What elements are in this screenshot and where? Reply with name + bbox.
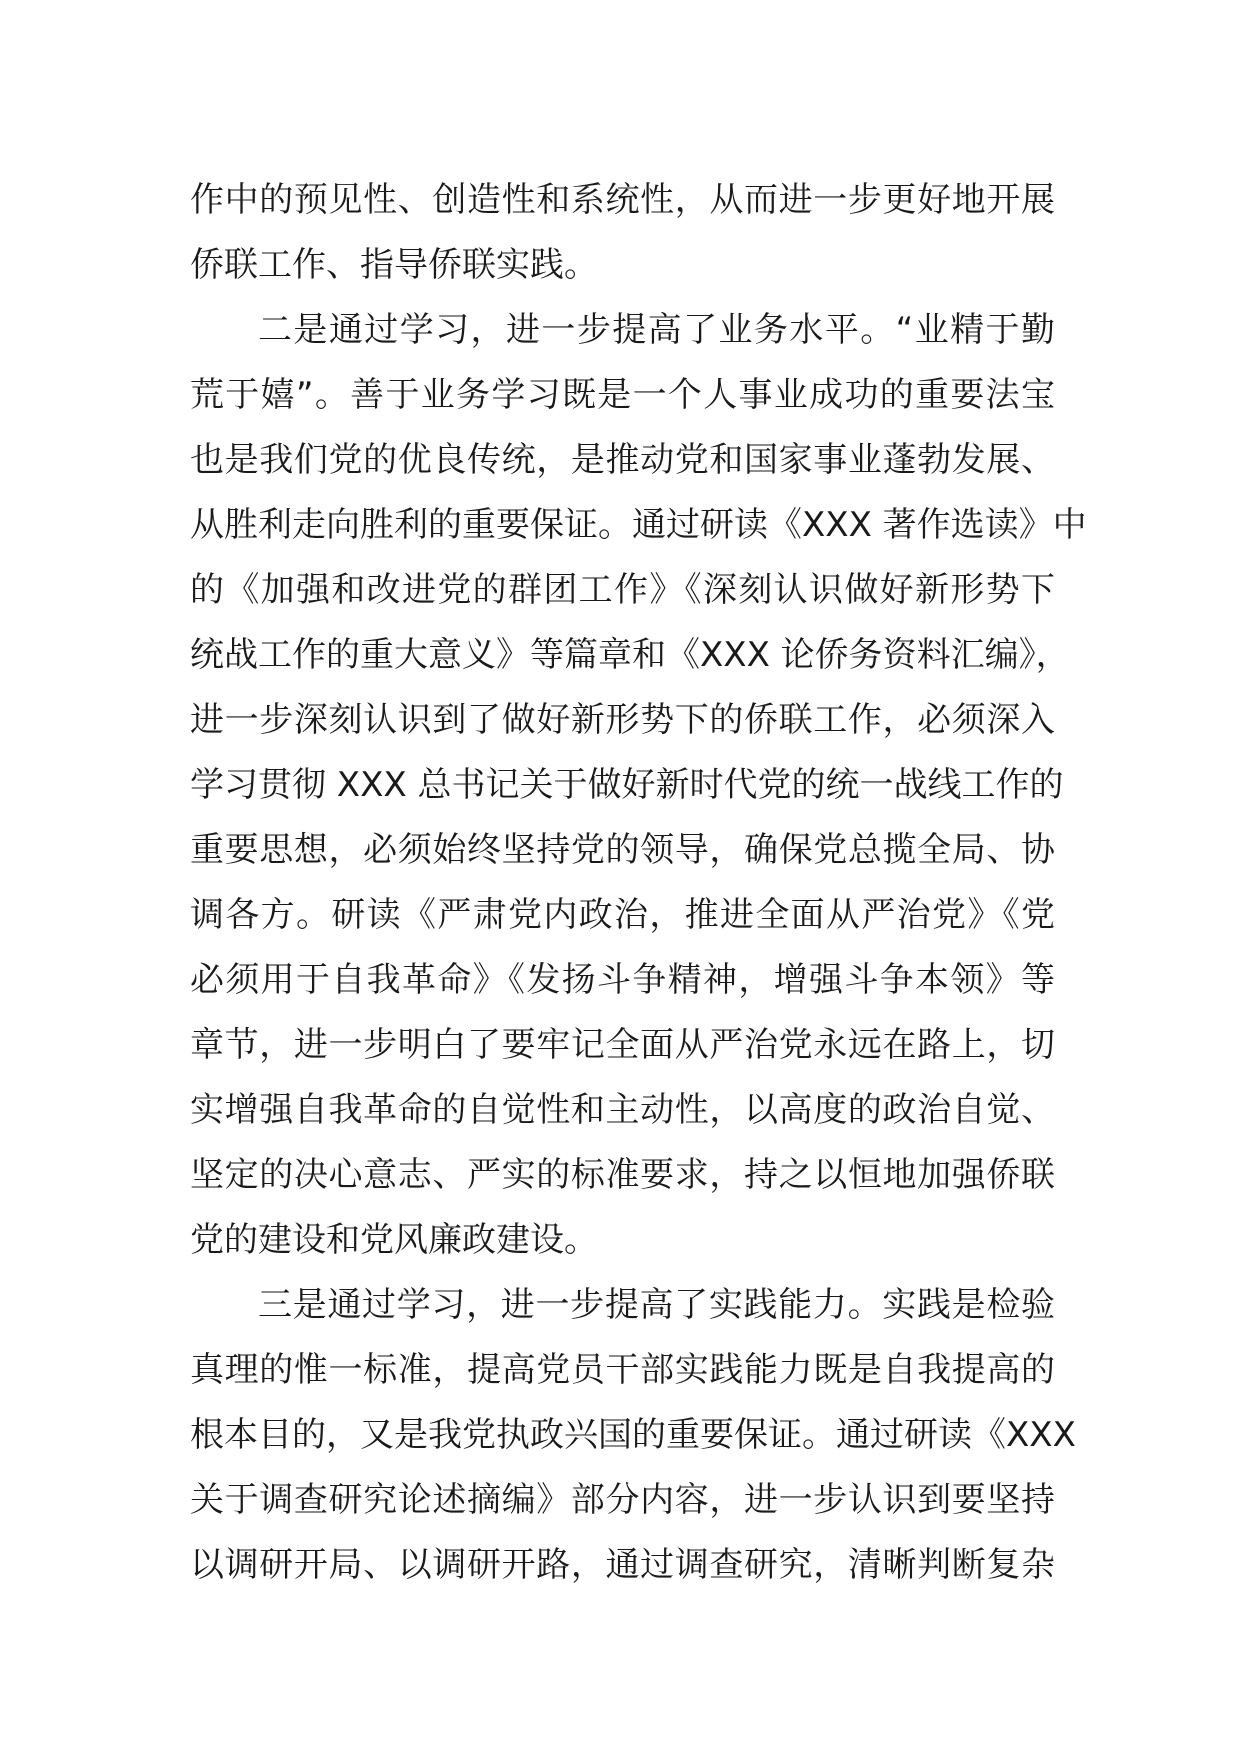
body-text [190, 168, 1087, 1598]
text-line: 统战工作的重大意义》等篇章和《XXX 论侨务资料汇编》， [190, 635, 1070, 675]
text-line: 侨联工作、指导侨联实践。 [190, 245, 598, 285]
text-line: 以调研开局、以调研开路，通过调查研究，清晰判断复杂 [190, 1545, 1055, 1585]
text-line: 从胜利走向胜利的重要保证。通过研读《XXX 著作选读》中 [190, 505, 1087, 545]
text-line: 调各方。研读《严肃党内政治，推进全面从严治党》《党 [190, 895, 1055, 935]
text-line: 学习贯彻 XXX 总书记关于做好新时代党的统一战线工作的 [190, 765, 1064, 805]
text-line: 必须用于自我革命》《发扬斗争精神，增强斗争本领》等 [190, 960, 1055, 1000]
text-line: 真理的惟一标准，提高党员干部实践能力既是自我提高的 [190, 1350, 1055, 1390]
text-line: 坚定的决心意志、严实的标准要求，持之以恒地加强侨联 [190, 1155, 1055, 1195]
text-line: 党的建设和党风廉政建设。 [190, 1220, 598, 1260]
text-line: 关于调查研究论述摘编》部分内容，进一步认识到要坚持 [190, 1480, 1055, 1520]
text-line: 荒于嬉”。善于业务学习既是一个人事业成功的重要法宝 [190, 375, 1055, 415]
text-line: 实增强自我革命的自觉性和主动性，以高度的政治自觉、 [190, 1090, 1055, 1130]
text-line: 章节，进一步明白了要牢记全面从严治党永远在路上，切 [190, 1025, 1055, 1065]
text-line: 作中的预见性、创造性和系统性，从而进一步更好地开展 [190, 180, 1055, 220]
text-line: 重要思想，必须始终坚持党的领导，确保党总揽全局、协 [190, 830, 1055, 870]
text-line: 进一步深刻认识到了做好新形势下的侨联工作，必须深入 [190, 700, 1055, 740]
text-line: 也是我们党的优良传统，是推动党和国家事业蓬勃发展、 [190, 440, 1055, 480]
text-line: 根本目的，又是我党执政兴国的重要保证。通过研读《XXX [190, 1415, 1076, 1455]
text-line: 的《加强和改进党的群团工作》《深刻认识做好新形势下 [190, 570, 1055, 610]
paragraph-start-line: 三是通过学习，进一步提高了实践能力。实践是检验 [258, 1285, 1055, 1325]
paragraph-start-line: 二是通过学习，进一步提高了业务水平。“业精于勤 [258, 310, 1055, 350]
